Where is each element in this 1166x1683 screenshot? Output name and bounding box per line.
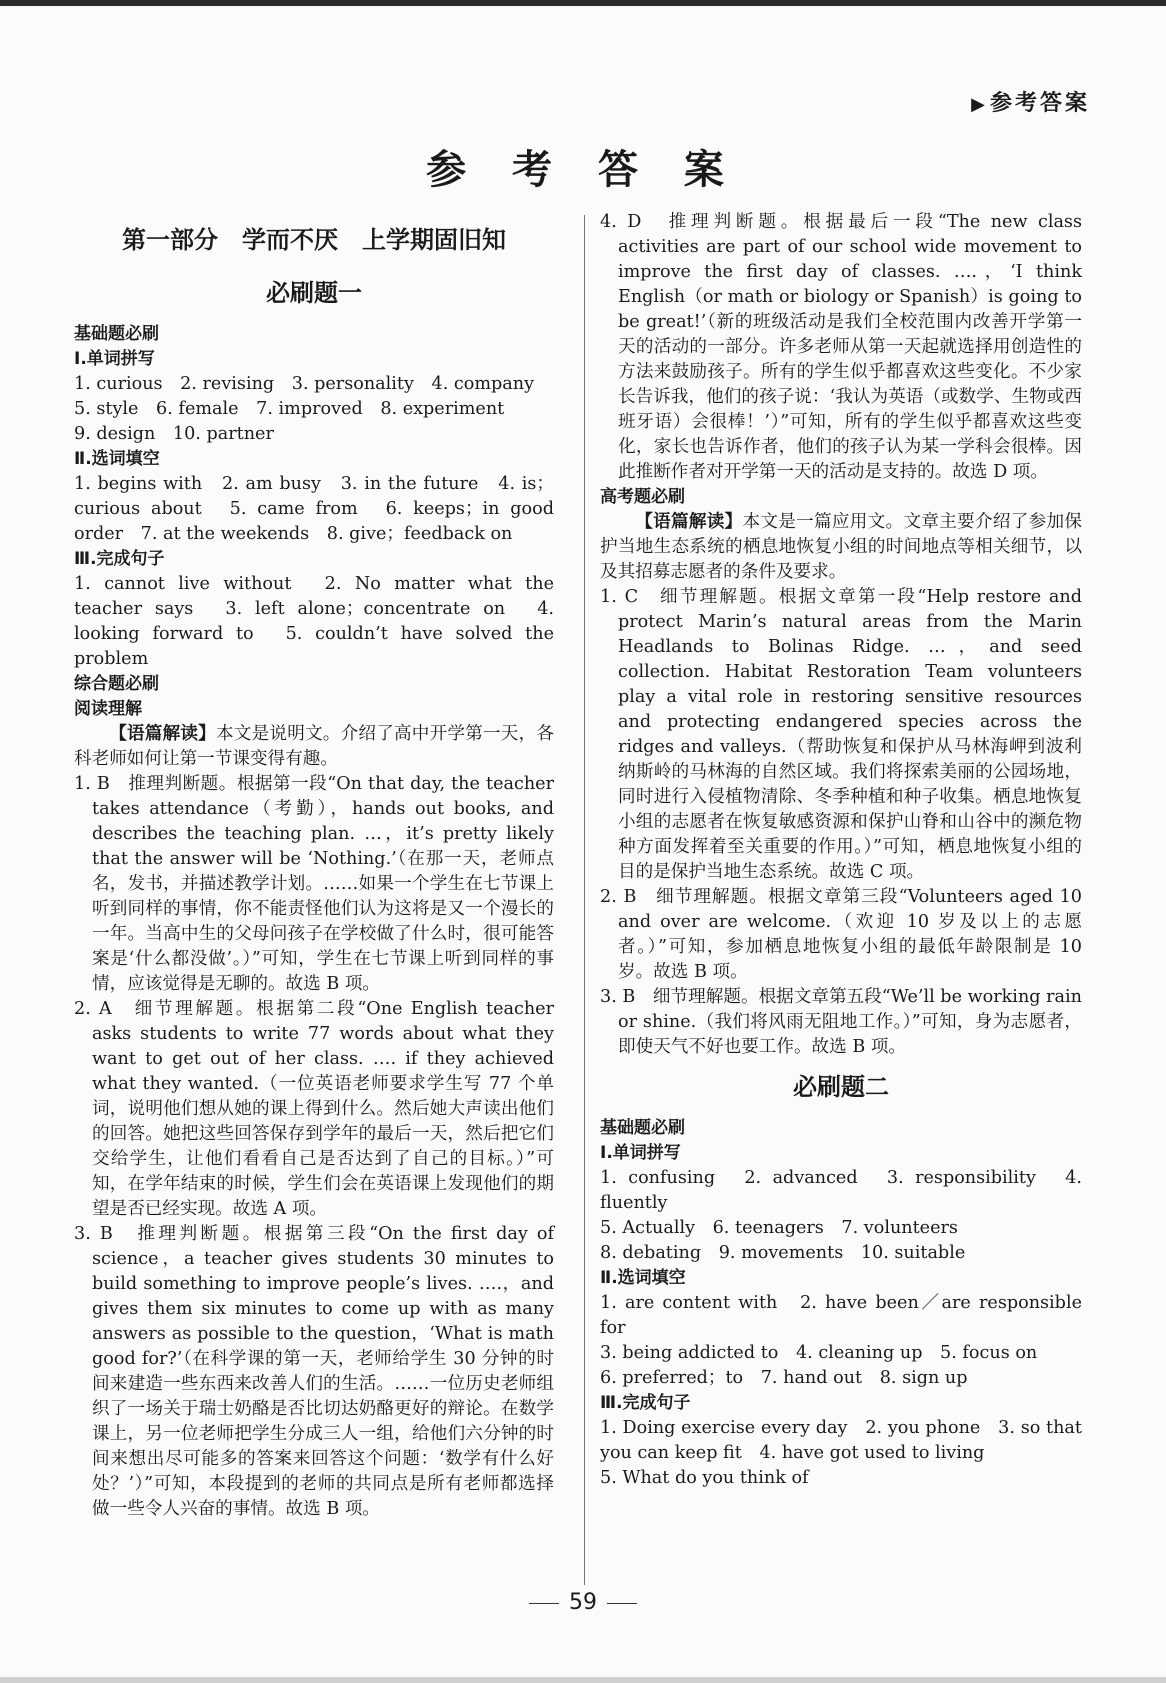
section-title-2: 必刷题二 — [793, 1073, 889, 1101]
fill-answers: 1. begins with 2. am busy 3. in the future 4. is；curious about 5. came from 6. keeps；in good order 7. at the weekends 8. give；feedback on — [74, 474, 554, 544]
answer-item: 3. B 细节理解题。根据文章第五段“We’ll be working rain or shine.（我们将风雨无阻地工作。）”可知，身为志愿者，即使天气不好也要工作。故选 B 项。 — [600, 987, 1082, 1057]
footer-dash-right — [607, 1603, 637, 1604]
running-header — [971, 86, 1090, 117]
answer-item: 3. B 推理判断题。根据第三段“On the first day of science，a teacher gives students 30 minutes to build something to improve people’s lives. ….，and gives them six minutes to come up with as many answers as possible to the question，‘What is math good for?’（在科学课的第一天，老师给学生 30 分钟的时间来建造一些东西来改善人们的生活。……一位历史老师组织了一场关于瑞士奶酪是否比切达奶酪更好的辩论。在数学课上，另一位老师把学生分成三人一组，给他们六分钟的时间来想出尽可能多的答案来回答这个问题：‘数学有什么好处？’）”可知，本段提到的老师的共同点是所有老师都选择做一些令人兴奋的事情。故选 B 项。 — [74, 1224, 554, 1519]
sentence-label: Ⅲ.完成句子 — [600, 1393, 691, 1413]
gaokao-label: 高考题必刷 — [600, 487, 685, 507]
fill-line: 6. preferred；to 7. hand out 8. sign up — [600, 1368, 968, 1388]
sentence-label: Ⅲ.完成句子 — [74, 549, 165, 569]
part-title: 第一部分 学而不厌 上学期固旧知 — [122, 226, 506, 254]
sentence-answers: 1. cannot live without 2. No matter what the teacher says 3. left alone；concentrate on 4. looking forward to 5. couldn’t have solved the problem — [74, 574, 554, 669]
footer-dash-left — [529, 1603, 559, 1604]
right-column — [600, 210, 1082, 1491]
analysis-tag: 【语篇解读】 — [635, 512, 743, 532]
running-header-text: 参考答案 — [989, 91, 1090, 116]
analysis-text: 本文是一篇应用文。文章主要介绍了参加保护当地生态系统的栖息地恢复小组的时间地点等相关细节，以及其招募志愿者的条件及要求。 — [600, 512, 1082, 582]
top-edge — [0, 0, 1166, 6]
basic-label: 基础题必刷 — [600, 1118, 685, 1138]
answer-item: 1. C 细节理解题。根据文章第一段“Help restore and protect Marin’s natural areas from the Marin Headlands to Bolinas Ridge. …，and seed collection. Habitat Restoration Team volunteers play a vital role in restoring sensitive resources and protecting endangered species across the ridges and valleys.（帮助恢复和保护从马林海岬到波利纳斯岭的马林海的自然区域。我们将探索美丽的公园场地，同时进行入侵植物清除、冬季种植和种子收集。栖息地恢复小组的志愿者在恢复敏感资源和保护山脊和山谷中的濒危物种方面发挥着至关重要的作用。）”可知，栖息地恢复小组的目的是保护当地生态系统。故选 C 项。 — [600, 587, 1082, 882]
spell-line: 1. curious 2. revising 3. personality 4. company — [74, 374, 535, 394]
page-number: 59 — [569, 1590, 597, 1615]
spell-label: Ⅰ.单词拼写 — [74, 349, 155, 369]
spell-line: 5. style 6. female 7. improved 8. experiment — [74, 399, 505, 419]
comprehensive-label: 综合题必刷 — [74, 674, 159, 694]
spell-line: 1. confusing 2. advanced 3. responsibility 4. fluently — [600, 1168, 1082, 1213]
analysis-text: 本文是说明文。介绍了高中开学第一天，各科老师如何让第一节课变得有趣。 — [74, 724, 554, 769]
spell-line: 5. Actually 6. teenagers 7. volunteers — [600, 1218, 958, 1238]
spell-line: 9. design 10. partner — [74, 424, 274, 444]
answer-item: 2. A 细节理解题。根据第二段“One English teacher asks students to write 77 words about what they want to get out of her class. …. if they achieved what they wanted.（一位英语老师要求学生写 77 个单词，说明他们想从她的课上得到什么。然后她大声读出他们的回答。她把这些回答保存到学年的最后一天，然后把它们交给学生，让他们看看自己是否达到了自己的目标。）”可知，在学年结束的时候，学生们会在英语课上发现他们的期望是否已经实现。故选 A 项。 — [74, 999, 554, 1219]
basic-label: 基础题必刷 — [74, 324, 159, 344]
answer-item: 4. D 推理判断题。根据最后一段“The new class activities are part of our school wide movement to improve the first day of classes. ….，‘I think English（or math or biology or Spanish）is going to be great!’（新的班级活动是我们全校范围内改善开学第一天的活动的一部分。许多老师从第一天起就选择用创造性的方法来鼓励孩子。所有的学生似乎都喜欢这些变化。不少家长告诉我，他们的孩子说：‘我认为英语（或数学、生物或西班牙语）会很棒！’）”可知，所有的学生似乎都喜欢这些变化，家长也告诉作者，他们的孩子认为某一学科会很棒。因此推断作者对开学第一天的活动是支持的。故选 D 项。 — [600, 212, 1082, 482]
left-column — [74, 210, 554, 1522]
text-analysis — [600, 510, 1082, 585]
spell-line: 8. debating 9. movements 10. suitable — [600, 1243, 966, 1263]
fill-line: 1. are content with 2. have been／are responsible for — [600, 1293, 1082, 1338]
sentence-answers: 1. Doing exercise every day 2. you phone 3. so that you can keep fit 4. have got used to living — [600, 1418, 1082, 1463]
analysis-tag: 【语篇解读】 — [109, 724, 216, 744]
spell-label: Ⅰ.单词拼写 — [600, 1143, 681, 1163]
bottom-edge — [0, 1677, 1166, 1683]
text-analysis — [74, 722, 554, 772]
answer-item: 2. B 细节理解题。根据文章第三段“Volunteers aged 10 and over are welcome.（欢迎 10 岁及以上的志愿者。）”可知，参加栖息地恢复小组的最低年龄限制是 10 岁。故选 B 项。 — [600, 887, 1082, 982]
column-divider — [584, 215, 585, 1585]
fill-line: 3. being addicted to 4. cleaning up 5. focus on — [600, 1343, 1038, 1363]
sentence-last: 5. What do you think of — [600, 1468, 809, 1488]
triangle-icon: ▶ — [971, 94, 988, 115]
reading-label: 阅读理解 — [74, 699, 142, 719]
section-title-1: 必刷题一 — [266, 279, 362, 307]
answer-item: 1. B 推理判断题。根据第一段“On that day, the teacher takes attendance（考勤），hands out books, and describes the teaching plan. …，it’s pretty likely that the answer will be ‘Nothing.’（在那一天，老师点名，发书，并描述教学计划。……如果一个学生在七节课上听到同样的事情，你不能责怪他们认为这将是又一个漫长的一年。当高中生的父母问孩子在学校做了什么时，很可能答案是‘什么都没做’。）”可知，学生在七节课上听到同样的事情，应该觉得是无聊的。故选 B 项。 — [74, 774, 554, 994]
page-title: 参 考 答 案 — [426, 146, 740, 193]
page-footer — [0, 1590, 1166, 1615]
fill-label: Ⅱ.选词填空 — [74, 449, 160, 469]
fill-label: Ⅱ.选词填空 — [600, 1268, 686, 1288]
